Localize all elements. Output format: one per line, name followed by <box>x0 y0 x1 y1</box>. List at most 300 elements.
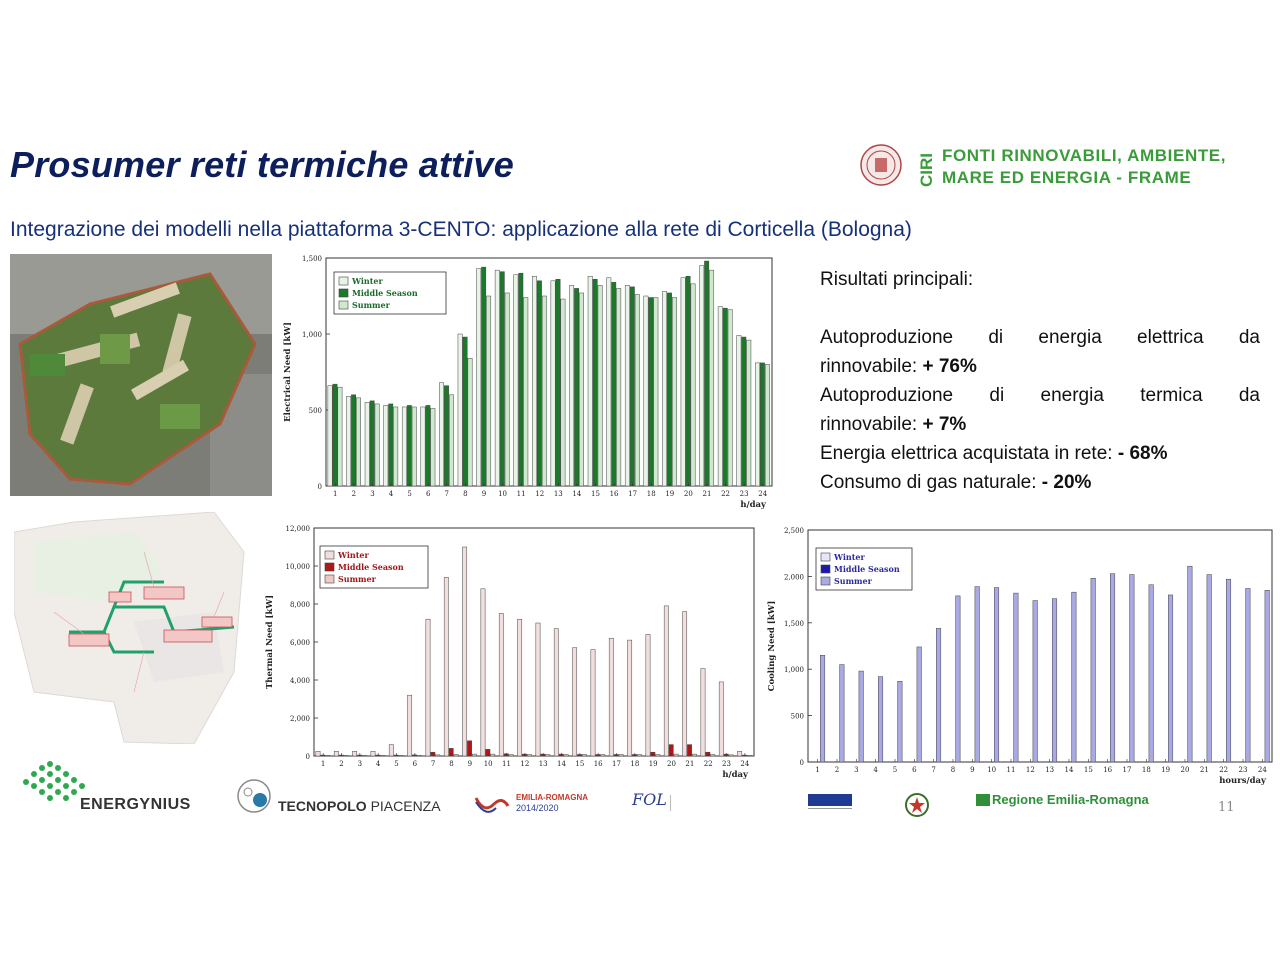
bar <box>389 404 393 486</box>
x-tick-label: 23 <box>722 760 731 768</box>
bar <box>1246 588 1251 762</box>
bar <box>1188 566 1193 762</box>
bar <box>1091 578 1096 762</box>
bar <box>765 364 769 486</box>
x-tick-label: 4 <box>388 490 394 498</box>
word: elettrica <box>1137 327 1204 348</box>
bar <box>518 619 522 756</box>
x-tick-label: 15 <box>590 490 600 498</box>
x-tick-label: 18 <box>630 760 640 768</box>
legend-label: Summer <box>338 574 376 584</box>
x-tick-label: 1 <box>333 490 338 498</box>
legend-label: Winter <box>352 276 383 286</box>
bar <box>878 677 883 762</box>
tecnopolo-bold: TECNOPOLO <box>278 798 367 814</box>
x-tick-label: 6 <box>425 490 431 498</box>
bar <box>573 648 577 756</box>
bar <box>556 279 560 486</box>
x-tick-label: 20 <box>667 760 676 768</box>
bar <box>625 285 629 486</box>
bar <box>334 751 338 756</box>
bar <box>718 307 722 486</box>
y-axis-label: Electrical Need [kW] <box>283 322 293 422</box>
bar <box>700 266 704 486</box>
bar <box>607 278 611 486</box>
y-tick-label: 0 <box>317 483 322 491</box>
bar <box>704 261 708 486</box>
bar <box>975 587 980 762</box>
x-tick-label: 17 <box>1122 766 1132 774</box>
electrical-need-chart <box>280 252 780 516</box>
x-tick-label: 17 <box>612 760 621 768</box>
x-tick-label: 3 <box>370 490 375 498</box>
bar <box>1168 595 1173 762</box>
result-value: + 7% <box>922 414 967 435</box>
bar <box>742 337 746 486</box>
bar <box>561 299 565 486</box>
emilia-logo-line1: EMILIA-ROMAGNA <box>516 793 588 802</box>
bar <box>495 270 499 486</box>
ciri-vertical-label <box>916 145 936 189</box>
ciri-title-line2: MARE ED ENERGIA - FRAME <box>942 168 1192 187</box>
bar <box>559 754 563 756</box>
bar <box>505 293 509 486</box>
bar <box>370 401 374 486</box>
y-tick-label: 8,000 <box>289 601 310 609</box>
result-item-2-line2 <box>820 410 1260 439</box>
bar <box>598 285 602 486</box>
bar <box>1207 575 1212 762</box>
bar <box>738 751 742 756</box>
bar <box>509 754 513 756</box>
x-tick-label: 9 <box>467 760 473 768</box>
results-heading: Risultati principali: <box>820 269 974 290</box>
word: da <box>1238 327 1260 348</box>
x-tick-label: 11 <box>502 760 511 768</box>
bar <box>672 298 676 486</box>
bar <box>524 298 528 486</box>
x-tick-label: 7 <box>444 490 450 498</box>
university-seal-logo <box>860 144 902 186</box>
x-tick-label: 14 <box>572 490 582 498</box>
result-item-1-line2 <box>820 352 1260 381</box>
x-tick-label: 3 <box>854 766 859 774</box>
bar <box>357 755 361 756</box>
result-label: Energia elettrica acquistata in rete: <box>820 443 1118 464</box>
bar <box>554 629 558 756</box>
x-tick-label: 9 <box>481 490 487 498</box>
bar <box>701 669 705 756</box>
y-tick-label: 2,000 <box>783 573 804 582</box>
legend-label: Middle Season <box>834 564 900 574</box>
y-tick-label: 1,500 <box>783 619 804 628</box>
bar <box>384 405 388 486</box>
bar <box>936 628 941 762</box>
bar <box>1014 593 1019 762</box>
x-tick-label: 13 <box>1045 766 1055 774</box>
ciri-title-line1: FONTI RINNOVABILI, AMBIENTE, <box>942 146 1227 165</box>
bar <box>394 407 398 486</box>
word: da <box>1238 385 1260 406</box>
fsc-logo: FOL <box>632 790 667 809</box>
bar <box>579 293 583 486</box>
fsc-logo-divider <box>670 795 707 811</box>
bar <box>617 288 621 486</box>
x-tick-label: 16 <box>1103 766 1113 774</box>
x-tick-label: 10 <box>483 760 493 768</box>
bar <box>1072 592 1077 762</box>
bar <box>463 337 467 486</box>
bar <box>328 386 332 486</box>
y-tick-label: 500 <box>308 407 322 415</box>
x-tick-label: 22 <box>703 760 713 768</box>
eu-flag-logo <box>808 794 852 806</box>
bar <box>593 279 597 486</box>
x-tick-label: 1 <box>815 766 820 774</box>
thermal-need-chart <box>262 522 762 788</box>
emilia-romagna-fesr-logo-mark <box>472 792 512 816</box>
x-tick-label: 2 <box>339 760 344 768</box>
bar <box>537 281 541 486</box>
legend-swatch <box>339 289 348 297</box>
x-tick-label: 19 <box>648 760 658 768</box>
bar <box>371 751 375 756</box>
x-tick-label: 4 <box>375 760 381 768</box>
eu-logo-caption-line <box>808 808 852 815</box>
bar <box>728 310 732 486</box>
bar <box>709 270 713 486</box>
slide-subtitle: Integrazione dei modelli nella piattaforma 3-CENTO: applicazione alla rete di Corticella (Bologna) <box>10 218 912 241</box>
bar <box>956 596 961 762</box>
y-tick-label: 2,500 <box>783 527 804 535</box>
bar <box>542 296 546 486</box>
bar <box>686 276 690 486</box>
word: Autoproduzione <box>820 327 954 348</box>
bar <box>628 640 632 756</box>
bar <box>723 308 727 486</box>
bar <box>316 751 320 756</box>
tecnopolo-logo-mark <box>236 778 272 814</box>
y-tick-label: 500 <box>790 712 804 721</box>
bar <box>436 755 440 756</box>
result-value: + 76% <box>922 356 977 377</box>
y-tick-label: 10,000 <box>285 563 310 571</box>
bar <box>747 340 751 486</box>
bar <box>333 384 337 486</box>
bar <box>724 754 728 756</box>
page-number: 11 <box>1218 800 1235 815</box>
bar <box>326 755 330 756</box>
x-tick-label: 22 <box>1219 766 1229 774</box>
bar <box>546 754 550 756</box>
bar <box>1226 579 1231 762</box>
legend-swatch <box>325 563 334 571</box>
bar <box>667 293 671 486</box>
bar <box>859 671 864 762</box>
regione-logo-text: Regione Emilia-Romagna <box>992 792 1149 807</box>
bar <box>687 745 691 756</box>
bar <box>898 681 903 762</box>
energynius-logo-mark <box>16 760 88 810</box>
x-tick-label: 14 <box>1064 766 1074 774</box>
bar <box>431 408 435 486</box>
y-tick-label: 1,500 <box>301 255 322 263</box>
x-tick-label: 6 <box>912 766 917 774</box>
word: di <box>988 327 1004 348</box>
x-tick-label: 13 <box>553 490 563 498</box>
bar <box>635 294 639 486</box>
x-tick-label: 21 <box>685 760 695 768</box>
x-tick-label: 3 <box>357 760 363 768</box>
x-tick-label: 8 <box>463 490 468 498</box>
x-tick-label: 11 <box>516 490 526 498</box>
x-tick-label: 6 <box>412 760 418 768</box>
y-tick-label: 12,000 <box>285 525 310 533</box>
bar <box>407 405 411 486</box>
bar <box>338 387 342 486</box>
x-tick-label: 2 <box>351 490 357 498</box>
x-tick-label: 10 <box>987 766 997 774</box>
bar <box>463 547 467 756</box>
x-tick-label: 14 <box>557 760 566 768</box>
x-tick-label: 12 <box>520 760 530 768</box>
bar <box>356 398 360 486</box>
bar <box>353 751 357 756</box>
legend-swatch <box>339 301 348 309</box>
x-tick-label: 9 <box>970 766 975 774</box>
x-tick-label: 7 <box>430 760 436 768</box>
bar <box>630 287 634 486</box>
bar <box>614 754 618 756</box>
bar <box>472 754 476 756</box>
legend-label: Summer <box>352 300 390 310</box>
bar <box>500 272 504 486</box>
bar <box>519 273 523 486</box>
legend-swatch <box>821 553 830 561</box>
bar <box>601 754 605 756</box>
x-tick-label: 16 <box>593 760 603 768</box>
bar <box>632 754 636 756</box>
x-tick-label: 19 <box>1161 766 1171 774</box>
bar <box>375 404 379 486</box>
page-title: Prosumer reti termiche attive <box>10 144 514 185</box>
result-value: - 20% <box>1041 472 1092 493</box>
bar <box>499 614 503 757</box>
result-label: rinnovabile: <box>820 356 923 377</box>
bar <box>486 296 490 486</box>
word: termica <box>1140 385 1203 406</box>
legend-label: Winter <box>834 552 865 562</box>
x-tick-label: 18 <box>1141 766 1151 774</box>
bar <box>737 336 741 486</box>
bar <box>917 647 922 762</box>
bar <box>574 288 578 486</box>
bar <box>662 291 666 486</box>
bar <box>692 754 696 756</box>
x-tick-label: 5 <box>394 760 399 768</box>
legend-swatch <box>325 551 334 559</box>
bar <box>444 386 448 486</box>
bar <box>381 755 385 756</box>
bar <box>820 655 825 762</box>
bar <box>654 298 658 486</box>
x-tick-label: 24 <box>740 760 750 768</box>
x-tick-label: 7 <box>931 766 936 774</box>
bar <box>417 755 421 756</box>
bar <box>683 612 687 756</box>
legend-swatch <box>325 575 334 583</box>
bar <box>637 754 641 756</box>
x-tick-label: 5 <box>407 490 412 498</box>
x-tick-label: 12 <box>1025 766 1035 774</box>
result-item-4 <box>820 468 1260 497</box>
bar <box>646 634 650 756</box>
bar <box>399 755 403 756</box>
bar <box>514 275 518 486</box>
x-tick-label: 5 <box>892 766 898 774</box>
x-tick-label: 24 <box>758 490 768 498</box>
word: di <box>989 385 1005 406</box>
x-tick-label: 22 <box>721 490 731 498</box>
x-tick-label: 20 <box>1180 766 1190 774</box>
x-tick-label: 15 <box>1083 766 1093 774</box>
tecnopolo-city: PIACENZA <box>370 798 441 814</box>
bar <box>1130 575 1135 762</box>
x-tick-label: 20 <box>683 490 693 498</box>
bar <box>994 588 999 762</box>
x-tick-label: 2 <box>834 766 840 774</box>
republic-emblem-logo <box>904 792 930 818</box>
bar <box>402 407 406 486</box>
tecnopolo-logo-text <box>278 798 441 814</box>
x-tick-label: 13 <box>538 760 548 768</box>
bar <box>644 296 648 486</box>
bar <box>1033 601 1038 762</box>
bar <box>729 755 733 756</box>
x-tick-label: 24 <box>1257 766 1267 774</box>
bar <box>468 358 472 486</box>
result-item-1-line1 <box>820 323 1260 352</box>
x-tick-label: 16 <box>609 490 619 498</box>
legend-label: Winter <box>338 550 369 560</box>
y-axis-label: Cooling Need [kW] <box>767 600 777 692</box>
bar <box>344 755 348 756</box>
bar <box>669 745 673 756</box>
bar <box>840 665 845 762</box>
y-tick-label: 4,000 <box>289 677 310 685</box>
result-label: rinnovabile: <box>820 414 923 435</box>
x-axis-label: h/day <box>740 500 766 510</box>
y-tick-label: 0 <box>799 759 804 767</box>
bar <box>421 407 425 486</box>
regione-logo-mark <box>976 794 990 806</box>
x-tick-label: 21 <box>1199 766 1209 774</box>
bar <box>536 623 540 756</box>
bar <box>582 754 586 756</box>
y-tick-label: 0 <box>305 753 310 761</box>
x-tick-label: 8 <box>449 760 454 768</box>
bar <box>577 754 581 756</box>
bar <box>656 754 660 756</box>
word: energia <box>1040 385 1104 406</box>
bar <box>408 695 412 756</box>
x-tick-label: 10 <box>498 490 508 498</box>
y-tick-label: 1,000 <box>783 666 804 675</box>
results-panel <box>820 265 1260 497</box>
y-tick-label: 1,000 <box>301 331 322 339</box>
x-axis-label: h/day <box>722 770 748 780</box>
aerial-photo <box>10 254 272 496</box>
bar <box>439 383 443 486</box>
result-item-2-line1 <box>820 381 1260 410</box>
y-axis-label: Thermal Need [kW] <box>265 594 275 690</box>
word: energia <box>1038 327 1102 348</box>
bar <box>1149 585 1154 762</box>
bar <box>591 650 595 756</box>
bar <box>389 745 393 756</box>
x-tick-label: 12 <box>535 490 545 498</box>
bar <box>362 755 366 756</box>
x-tick-label: 23 <box>739 490 749 498</box>
bar <box>532 276 536 486</box>
x-tick-label: 19 <box>665 490 675 498</box>
bar <box>612 282 616 486</box>
x-tick-label: 1 <box>320 760 326 768</box>
bar <box>569 285 573 486</box>
x-tick-label: 4 <box>873 766 878 774</box>
x-axis-label: hours/day <box>1219 776 1266 786</box>
legend <box>320 546 428 588</box>
cooling-need-chart <box>764 524 1276 792</box>
word: Autoproduzione <box>820 385 954 406</box>
bar <box>477 269 481 486</box>
x-tick-label: 21 <box>702 490 712 498</box>
result-label: Consumo di gas naturale: <box>820 472 1042 493</box>
bar <box>491 754 495 756</box>
bar <box>711 754 715 756</box>
bar <box>551 281 555 486</box>
bar <box>1110 574 1115 762</box>
energynius-logo-text: ENERGYNIUS <box>80 796 191 813</box>
bar <box>481 267 485 486</box>
bar <box>691 284 695 486</box>
bar <box>674 754 678 756</box>
x-tick-label: 18 <box>646 490 656 498</box>
bar <box>747 755 751 756</box>
legend <box>816 548 912 590</box>
result-item-3 <box>820 439 1260 468</box>
legend-swatch <box>821 577 830 585</box>
bar <box>609 638 613 756</box>
result-value: - 68% <box>1117 443 1168 464</box>
bar <box>522 754 526 756</box>
bar <box>365 402 369 486</box>
x-tick-label: 15 <box>575 760 585 768</box>
bar <box>449 395 453 486</box>
bar <box>755 363 759 486</box>
y-tick-label: 6,000 <box>289 639 310 647</box>
bar <box>346 396 350 486</box>
legend-swatch <box>821 565 830 573</box>
bar <box>412 407 416 486</box>
x-tick-label: 11 <box>1006 766 1016 774</box>
bar <box>619 754 623 756</box>
bar <box>426 619 430 756</box>
bar <box>742 755 746 756</box>
bar <box>481 589 485 756</box>
svg-text:CIRI: CIRI <box>917 153 936 187</box>
bar <box>681 278 685 486</box>
